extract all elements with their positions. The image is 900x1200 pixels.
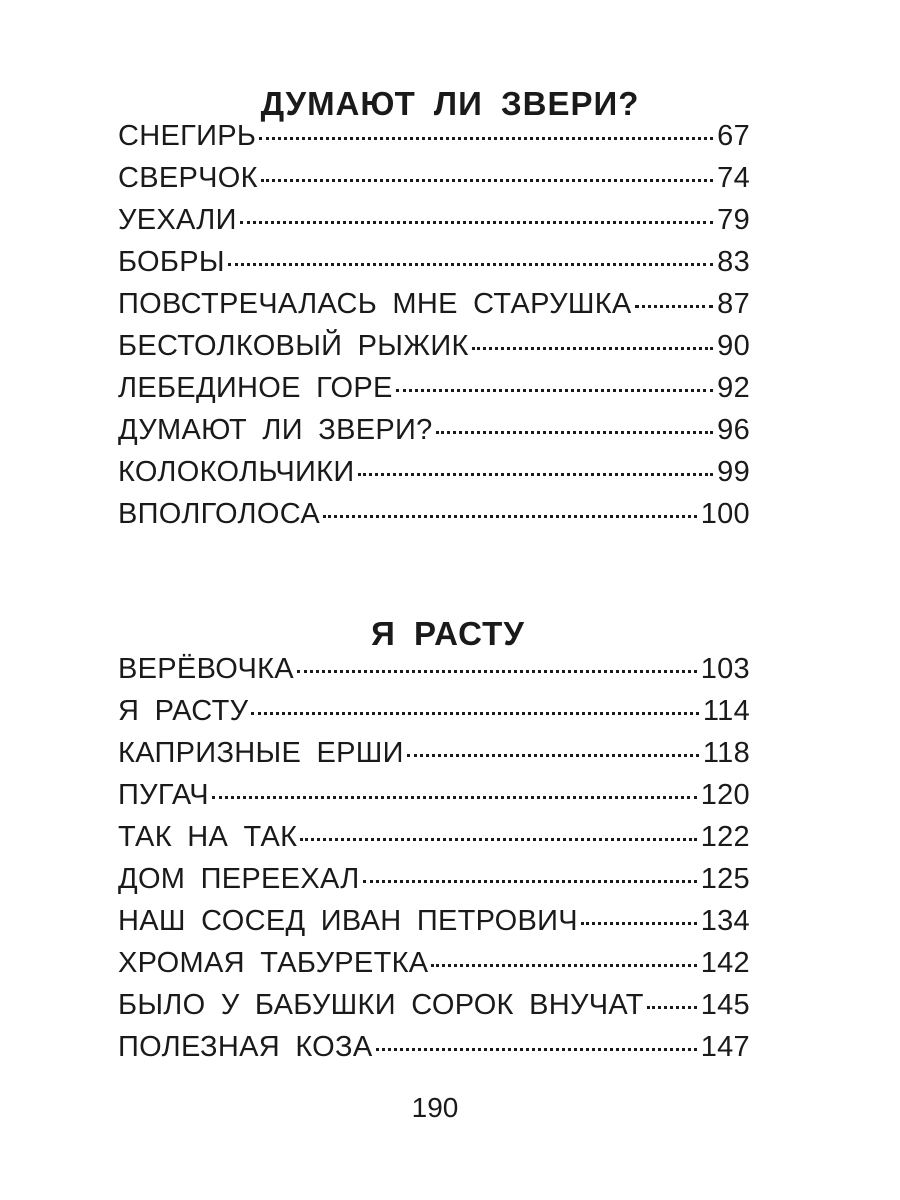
toc-entry-title: УЕХАЛИ [118,204,237,236]
toc-entry [118,325,750,367]
toc-entry-page: 79 [717,204,750,236]
toc-entry [118,199,750,241]
toc-entry [118,942,750,984]
dot-leader [647,1006,697,1009]
toc-entry-page: 74 [717,162,750,194]
toc-list [118,648,750,1068]
dot-leader [251,712,699,715]
toc-entry-title: СВЕРЧОК [118,162,258,194]
toc-entry-page: 142 [700,947,750,979]
toc-entry-title: ВЕРЁВОЧКА [118,653,294,685]
dot-leader [212,796,697,799]
section-title: Я РАСТУ [371,615,525,653]
toc-entry [118,816,750,858]
toc-entry [118,984,750,1026]
dot-leader [407,754,699,757]
toc-list [118,115,750,535]
toc-entry-title: ДУМАЮТ ЛИ ЗВЕРИ? [118,414,433,446]
toc-entry-title: СНЕГИРЬ [118,120,257,152]
toc-entry [118,858,750,900]
toc-entry [118,690,750,732]
dot-leader [323,515,697,518]
toc-entry [118,648,750,690]
toc-entry [118,241,750,283]
toc-entry [118,409,750,451]
page-number: 190 [411,1092,459,1123]
toc-entry [118,115,750,157]
toc-entry [118,900,750,942]
toc-entry-title: ПУГАЧ [118,779,209,811]
dot-leader [228,263,713,266]
toc-entry-page: 125 [700,863,750,895]
toc-entry [118,732,750,774]
toc-entry-page: 100 [700,498,750,530]
toc-entry-page: 96 [717,414,750,446]
section-title: ДУМАЮТ ЛИ ЗВЕРИ? [260,85,640,123]
dot-leader [635,305,714,308]
dot-leader [300,838,696,841]
toc-entry-page: 118 [702,737,750,769]
toc-entry-title: ПОЛЕЗНАЯ КОЗА [118,1031,373,1063]
toc-entry-title: Я РАСТУ [118,695,249,727]
dot-leader [259,137,713,140]
dot-leader [436,431,714,434]
toc-entry [118,1026,750,1068]
toc-entry [118,367,750,409]
dot-leader [240,221,713,224]
toc-entry-title: ПОВСТРЕЧАЛАСЬ МНЕ СТАРУШКА [118,288,632,320]
dot-leader [376,1048,697,1051]
dot-leader [261,179,713,182]
toc-entry-page: 83 [717,246,750,278]
toc-entry-page: 147 [700,1031,750,1063]
toc-entry [118,451,750,493]
toc-entry-page: 114 [702,695,750,727]
toc-entry-title: НАШ СОСЕД ИВАН ПЕТРОВИЧ [118,905,578,937]
dot-leader [358,473,714,476]
toc-entry-title: ТАК НА ТАК [118,821,298,853]
dot-leader [396,389,713,392]
toc-entry-page: 87 [717,288,750,320]
toc-entry-page: 99 [717,456,750,488]
toc-entry-page: 67 [717,120,750,152]
dot-leader [297,670,697,673]
toc-entry [118,283,750,325]
toc-entry-page: 90 [717,330,750,362]
toc-entry-title: БОБРЫ [118,246,225,278]
toc-entry-title: ЛЕБЕДИНОЕ ГОРЕ [118,372,393,404]
dot-leader [581,922,697,925]
toc-entry-page: 92 [717,372,750,404]
toc-entry-title: ДОМ ПЕРЕЕХАЛ [118,863,360,895]
toc-entry-title: КОЛОКОЛЬЧИКИ [118,456,355,488]
toc-entry-page: 134 [700,905,750,937]
toc-entry-title: БЫЛО У БАБУШКИ СОРОК ВНУЧАТ [118,989,644,1021]
dot-leader [363,880,697,883]
toc-entry-title: КАПРИЗНЫЕ ЕРШИ [118,737,404,769]
toc-entry-page: 120 [700,779,750,811]
toc-entry-page: 122 [700,821,750,853]
toc-entry [118,157,750,199]
toc-entry [118,774,750,816]
dot-leader [431,964,696,967]
toc-entry-title: ВПОЛГОЛОСА [118,498,320,530]
toc-entry-page: 103 [700,653,750,685]
toc-entry-title: ХРОМАЯ ТАБУРЕТКА [118,947,429,979]
toc-entry [118,493,750,535]
dot-leader [472,347,713,350]
toc-entry-page: 145 [700,989,750,1021]
toc-entry-title: БЕСТОЛКОВЫЙ РЫЖИК [118,330,469,362]
